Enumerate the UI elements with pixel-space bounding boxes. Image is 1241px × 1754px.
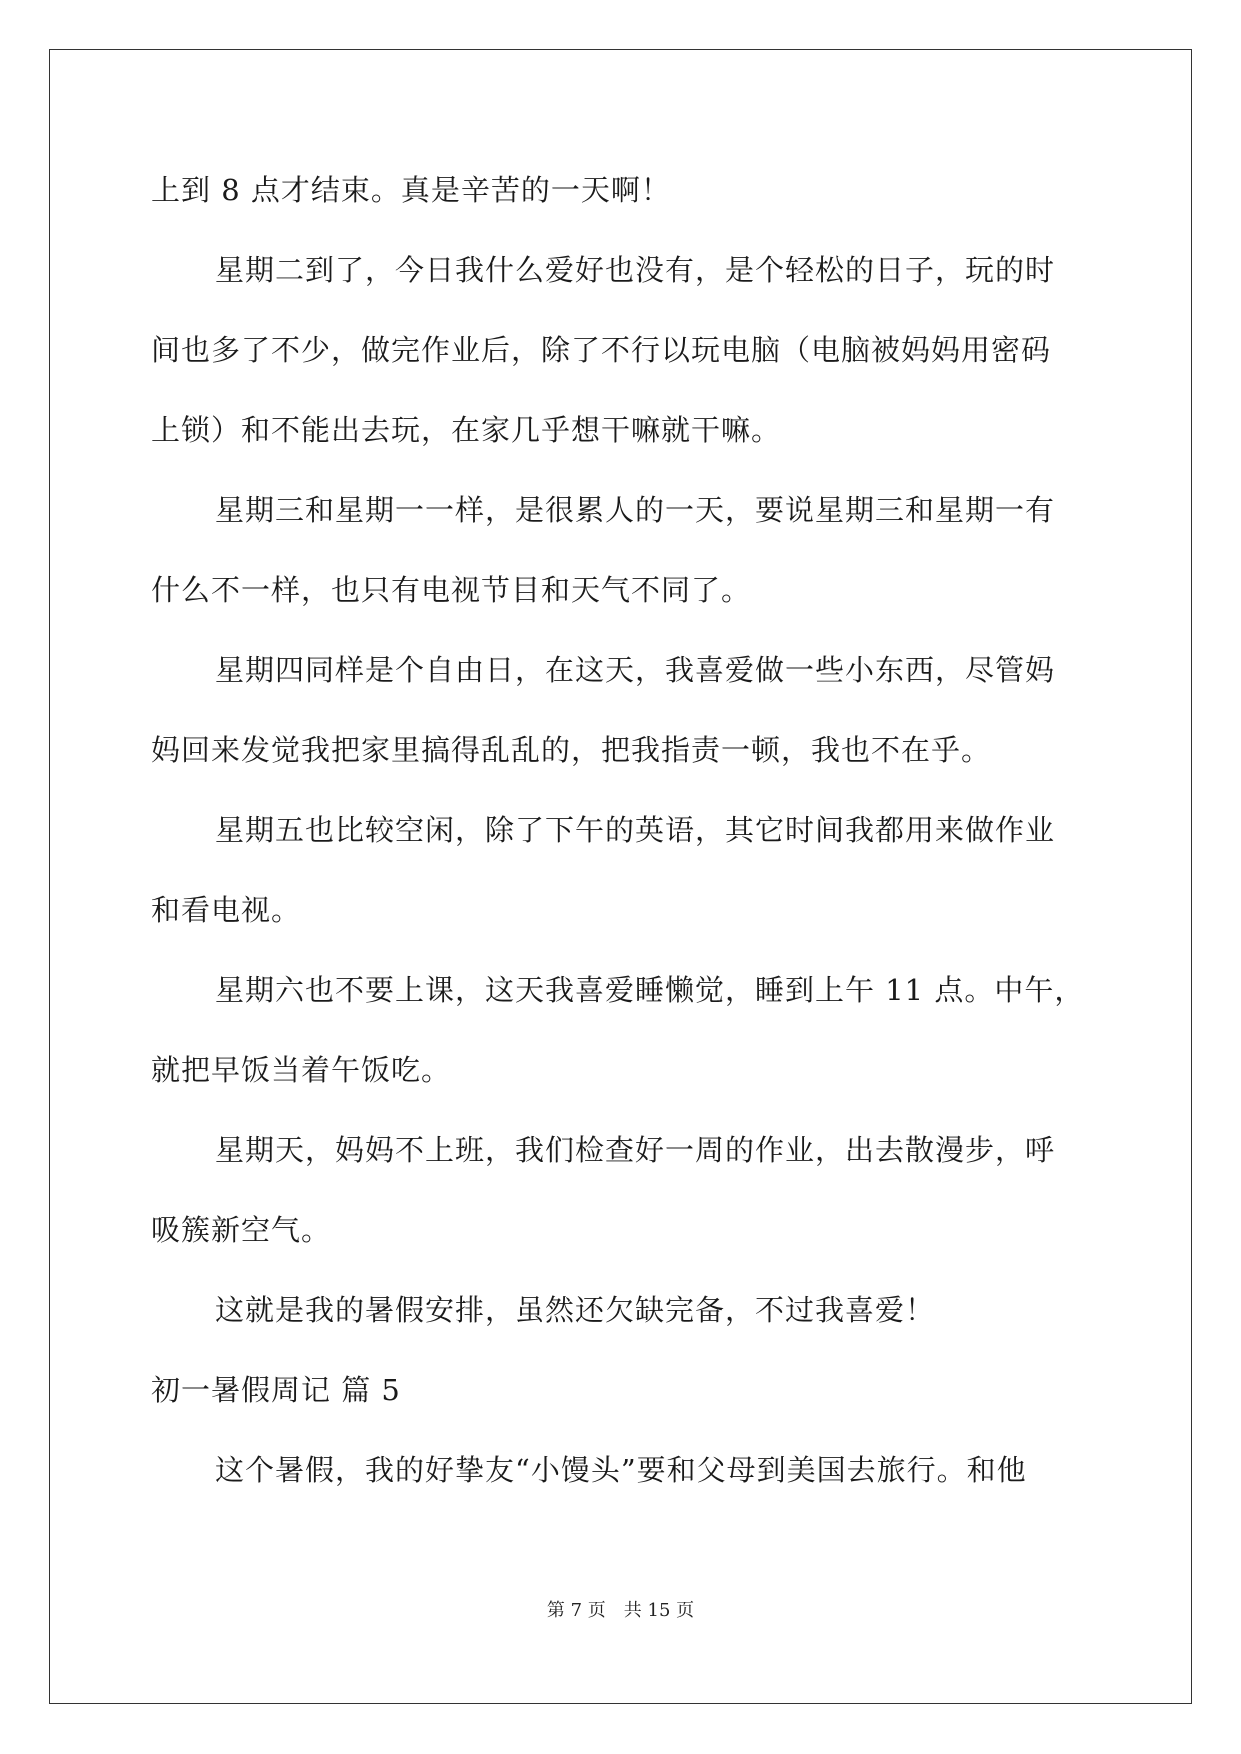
text-line: 上到 8 点才结束。真是辛苦的一天啊！ — [151, 173, 671, 207]
paragraph-wednesday-start: 星期三和星期一一样，是很累人的一天，要说星期三和星期一有 — [215, 493, 1056, 527]
text-line: 和看电视。 — [151, 893, 302, 927]
text-line: 间也多了不少，做完作业后，除了不行以玩电脑（电脑被妈妈用密码 — [151, 333, 1052, 367]
paragraph-section5-start: 这个暑假，我的好挚友“小馒头”要和父母到美国去旅行。和他 — [215, 1453, 1027, 1487]
page-number-footer: 第 7 页 共 15 页 — [546, 1600, 695, 1621]
text-line: 吸簇新空气。 — [151, 1213, 332, 1247]
paragraph-friday-start: 星期五也比较空闲，除了下午的英语，其它时间我都用来做作业 — [215, 813, 1056, 847]
paragraph-conclusion: 这就是我的暑假安排，虽然还欠缺完备，不过我喜爱！ — [215, 1293, 936, 1327]
section-heading: 初一暑假周记 篇 5 — [151, 1373, 401, 1407]
paragraph-saturday-start: 星期六也不要上课，这天我喜爱睡懒觉，睡到上午 11 点。中午， — [215, 973, 1085, 1007]
paragraph-tuesday-start: 星期二到了，今日我什么爱好也没有，是个轻松的日子，玩的时 — [215, 253, 1056, 287]
text-line: 上锁）和不能出去玩，在家几乎想干嘛就干嘛。 — [151, 413, 782, 447]
document-body — [151, 150, 1091, 1510]
text-line: 就把早饭当着午饭吃。 — [151, 1053, 452, 1087]
paragraph-thursday-start: 星期四同样是个自由日，在这天，我喜爱做一些小东西，尽管妈 — [215, 653, 1056, 687]
text-line: 什么不一样，也只有电视节目和天气不同了。 — [151, 573, 752, 607]
text-line: 妈回来发觉我把家里搞得乱乱的，把我指责一顿，我也不在乎。 — [151, 733, 992, 767]
paragraph-sunday-start: 星期天，妈妈不上班，我们检查好一周的作业，出去散漫步，呼 — [215, 1133, 1056, 1167]
